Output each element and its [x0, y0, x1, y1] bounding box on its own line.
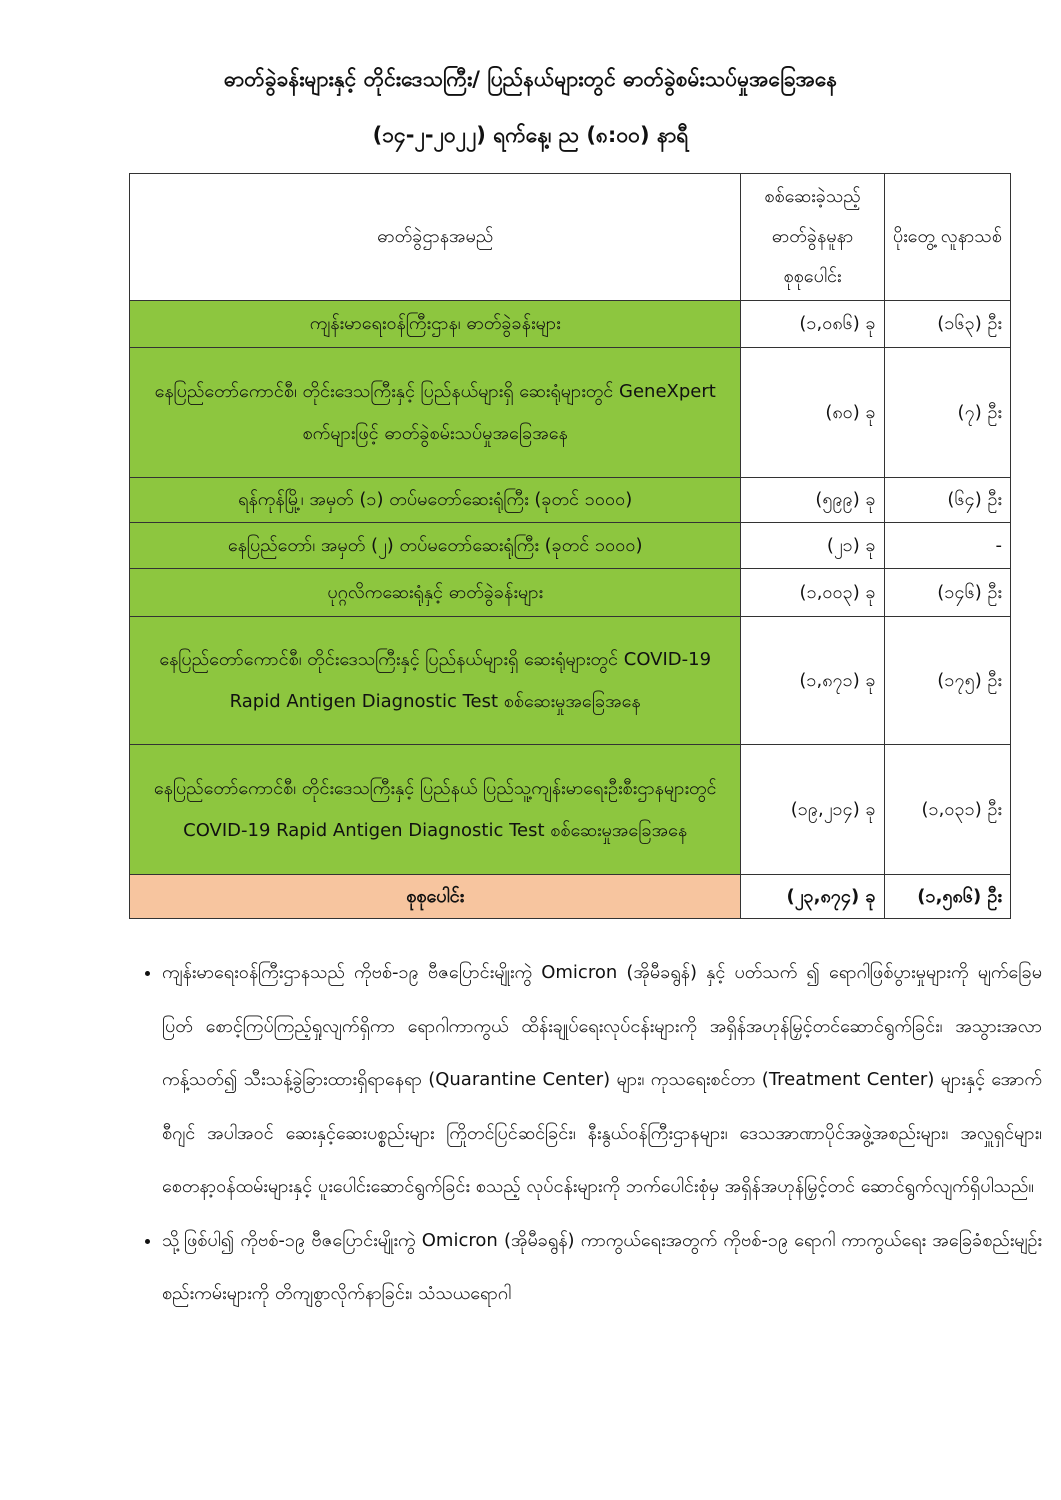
lab-name: ပုဂ္ဂလိကဆေးရုံနှင့် ဓာတ်ခွဲခန်းများ — [130, 569, 741, 617]
lab-name: နေပြည်တော်ကောင်စီ၊ တိုင်းဒေသကြီးနှင့် ပြည်နယ် ပြည်သူ့ကျန်းမာရေးဦးစီးဌာနများတွင် COVID-19 Rapid Antigen Diagnostic Test စစ်ဆေးမှုအခြေအနေ — [130, 745, 741, 875]
lab-name: နေပြည်တော်ကောင်စီ၊ တိုင်းဒေသကြီးနှင့် ပြည်နယ်များရှိ ဆေးရုံများတွင် COVID-19 Rapid Antigen Diagnostic Test စစ်ဆေးမှုအခြေအနေ — [130, 617, 741, 745]
samples-count: (၅၉၉) ခု — [741, 478, 884, 523]
samples-count: (၂၁) ခု — [741, 523, 884, 569]
total-positive: (၁,၅၈၆) ဦး — [884, 875, 1010, 919]
total-row — [130, 875, 1011, 919]
positive-count: (၁,၀၃၁) ဦး — [884, 745, 1010, 875]
positive-count: (၆၄) ဦး — [884, 478, 1010, 523]
table-header-row — [130, 174, 1011, 301]
table-row — [130, 569, 1011, 617]
note-paragraph: • သို့ဖြစ်ပါ၍ ကိုဗစ်-၁၉ ဗီဇပြောင်းမျိုးကွဲ Omicron (အိုမီခရွန်) ကာကွယ်ရေးအတွက် ကိုဗစ်-၁၉ ရောဂါ ကာကွယ်ရေး အခြေခံစည်းမျဉ်းစည်းကမ်းများကို တိကျစွာလိုက်နာခြင်း၊ သံသယရောဂါ — [162, 1214, 1042, 1321]
lab-name: နေပြည်တော်၊ အမှတ် (၂) တပ်မတော်ဆေးရုံကြီး (ခုတင် ၁၀၀၀) — [130, 523, 741, 569]
lab-name: နေပြည်တော်ကောင်စီ၊ တိုင်းဒေသကြီးနှင့် ပြည်နယ်များရှိ ဆေးရုံများတွင် GeneXpert စက်များဖြင့် ဓာတ်ခွဲစမ်းသပ်မှုအခြေအနေ — [130, 348, 741, 478]
page-title: ဓာတ်ခွဲခန်းများနှင့် တိုင်းဒေသကြီး/ ပြည်နယ်များတွင် ဓာတ်ခွဲစမ်းသပ်မှုအခြေအနေ — [223, 67, 838, 91]
samples-count: (၁,၈၇၁) ခု — [741, 617, 884, 745]
report-date: (၁၄-၂-၂၀၂၂) ရက်နေ့၊ ည (၈:၀၀) နာရီ — [372, 123, 689, 147]
header-positive: ပိုးတွေ့ လူနာသစ် — [884, 174, 1010, 301]
positive-count: (၁၇၅) ဦး — [884, 617, 1010, 745]
note-paragraph: • ကျန်းမာရေးဝန်ကြီးဌာနသည် ကိုဗစ်-၁၉ ဗီဇပြောင်းမျိုးကွဲ Omicron (အိုမီခရွန်) နှင့် ပတ်သက် ၍ ရောဂါဖြစ်ပွားမှုများကို မျက်ခြေမပြတ် စောင့်ကြပ်ကြည့်ရှုလျက်ရှိကာ ရောဂါကာကွယ် ထိန်းချုပ်ရေးလုပ်ငန်းများကို အရှိန်အဟုန်မြှင့်တင်ဆောင်ရွက်ခြင်း၊ အသွားအလာကန့်သတ်၍ သီးသန့်ခွဲခြားထားရှိရာနေရာ (Quarantine Center) များ၊ ကုသရေးစင်တာ (Treatment Center) များနှင့် အောက်စီဂျင် အပါအဝင် ဆေးနှင့်ဆေးပစ္စည်းများ ကြိုတင်ပြင်ဆင်ခြင်း၊ နီးနွယ်ဝန်ကြီးဌာနများ၊ ဒေသအာဏာပိုင်အဖွဲ့အစည်းများ၊ အလှူရှင်များ၊ စေတနာ့ဝန်ထမ်းများနှင့် ပူးပေါင်းဆောင်ရွက်ခြင်း စသည့် လုပ်ငန်းများကို ဘက်ပေါင်းစုံမှ အရှိန်အဟုန်မြှင့်တင် ဆောင်ရွက်လျက်ရှိပါသည်။ — [162, 946, 1042, 1214]
notes-list — [122, 946, 1042, 1321]
lab-name: ရန်ကုန်မြို့၊ အမှတ် (၁) တပ်မတော်ဆေးရုံကြီး (ခုတင် ၁၀၀၀) — [130, 478, 741, 523]
total-samples: (၂၃,၈၇၄) ခု — [741, 875, 884, 919]
positive-count: (၁၄၆) ဦး — [884, 569, 1010, 617]
lab-testing-table — [129, 173, 1011, 919]
table-row — [130, 745, 1011, 875]
samples-count: (၁,၀၈၆) ခု — [741, 301, 884, 348]
positive-count: (၁၆၃) ဦး — [884, 301, 1010, 348]
samples-count: (၁,၀၀၃) ခု — [741, 569, 884, 617]
total-label: စုစုပေါင်း — [130, 875, 741, 919]
table-row — [130, 523, 1011, 569]
header-samples: စစ်ဆေးခဲ့သည့် ဓာတ်ခွဲနမူနာ စုစုပေါင်း — [741, 174, 884, 301]
positive-count: - — [884, 523, 1010, 569]
table-row — [130, 617, 1011, 745]
samples-count: (၈၀) ခု — [741, 348, 884, 478]
table-row — [130, 301, 1011, 348]
table-row — [130, 348, 1011, 478]
positive-count: (၇) ဦး — [884, 348, 1010, 478]
table-row — [130, 478, 1011, 523]
samples-count: (၁၉,၂၁၄) ခု — [741, 745, 884, 875]
header-lab-name: ဓာတ်ခွဲဌာနအမည် — [130, 174, 741, 301]
lab-name: ကျန်းမာရေးဝန်ကြီးဌာန၊ ဓာတ်ခွဲခန်းများ — [130, 301, 741, 348]
